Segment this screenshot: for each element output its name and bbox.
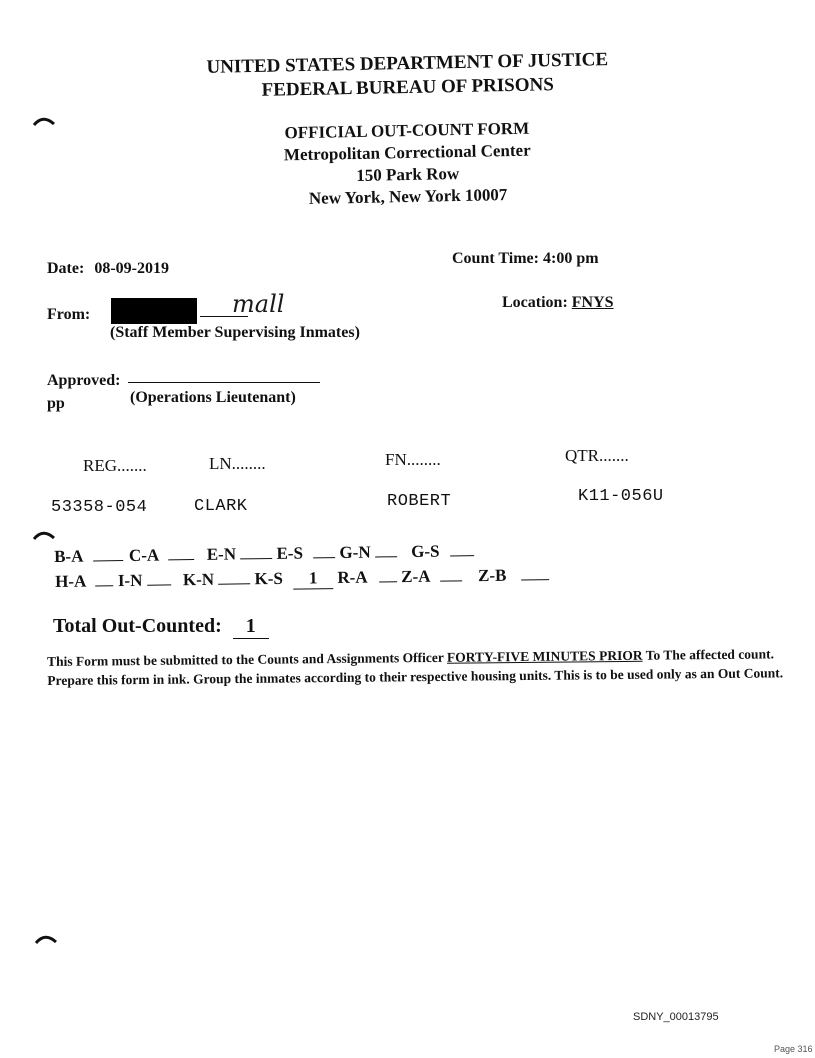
approved-prefix: pp [47,395,65,412]
units-row-2 [55,565,549,593]
unit-label-i-n: I-N [117,570,143,591]
unit-label-c-a: C-A [128,545,159,565]
table-cell-fn: ROBERT [387,492,452,511]
unit-label-r-a: R-A [337,567,367,588]
column-header-fn: FN........ [385,450,441,469]
count-time-value: 4:00 pm [542,250,599,267]
approved-signature-line [128,382,320,383]
unit-label-h-a: H-A [55,571,86,591]
unit-label-e-s: E-S [276,543,304,563]
bates-number: SDNY_00013795 [633,1011,719,1023]
date-value: 08-09-2019 [94,260,169,277]
unit-label-e-n: E-N [206,544,237,564]
unit-label-g-n: G-N [339,542,371,563]
location-label: Location: [502,294,568,311]
unit-label-b-a: B-A [54,546,83,566]
location-field [502,294,614,312]
agency-header [0,44,815,108]
approved-caption: (Operations Lieutenant) [130,389,296,406]
notice-text-after: To The affected count. Prepare this form in ink. Group the inmates according to their respective housing units. This is to be used only as an Out Count. [47,646,784,688]
form-title: OFFICIAL OUT-COUNT FORM [284,118,530,143]
column-header-reg: REG....... [83,456,147,475]
scan-mark-icon [33,116,55,126]
facility-city: New York, New York 10007 [308,185,508,208]
table-cell-ln: CLARK [194,497,248,516]
unit-count-b-a [93,560,123,561]
unit-label-z-b: Z-B [477,565,507,586]
redaction-box [111,298,197,324]
from-label: From: [47,306,91,323]
unit-count-k-n [218,583,250,584]
count-time-field [452,250,599,268]
from-caption: (Staff Member Supervising Inmates) [110,324,360,341]
unit-label-k-n: K-N [182,569,215,590]
column-header-qtr: QTR....... [565,446,629,465]
unit-count-z-b [521,579,549,580]
page-number: Page 316 [774,1044,813,1054]
form-header [0,112,815,216]
total-label: Total Out-Counted: [53,615,222,637]
scan-mark-icon [35,934,57,944]
date-label: Date: [47,260,85,277]
unit-count-g-s [450,555,474,556]
unit-label-g-s: G-S [411,541,440,562]
facility-name: Metropolitan Correctional Center [283,140,531,165]
column-header-ln: LN........ [209,454,266,473]
from-signature: mall [232,290,285,318]
unit-count-h-a [96,585,114,586]
total-out-counted [53,615,269,639]
unit-count-z-a [440,580,462,581]
unit-count-k-s: 1 [293,568,333,590]
instructions-notice [47,644,787,690]
unit-count-i-n [147,584,171,585]
location-value: FNYS [571,294,614,311]
date-field [47,260,169,278]
total-value: 1 [233,615,269,639]
notice-text-before: This Form must be submitted to the Counts and Assignments Officer [47,649,448,669]
count-time-label: Count Time: [452,250,539,267]
approved-label: Approved: [47,372,121,389]
unit-count-e-n [240,558,272,559]
agency-line-1: UNITED STATES DEPARTMENT OF JUSTICE [206,49,609,78]
unit-count-g-n [375,556,397,557]
facility-street: 150 Park Row [356,164,460,185]
table-cell-qtr: K11-056U [578,487,664,506]
from-signature-line [200,316,248,317]
unit-label-z-a: Z-A [401,566,430,587]
scan-mark-icon [33,530,55,540]
units-row-1 [54,541,474,567]
unit-count-r-a [379,581,397,582]
agency-line-2: FEDERAL BUREAU OF PRISONS [261,74,555,101]
table-cell-reg: 53358-054 [51,498,148,517]
notice-emphasis: FORTY-FIVE MINUTES PRIOR [446,647,643,665]
unit-label-k-s: K-S [254,568,284,589]
unit-count-e-s [313,557,335,558]
unit-count-c-a [169,559,195,560]
